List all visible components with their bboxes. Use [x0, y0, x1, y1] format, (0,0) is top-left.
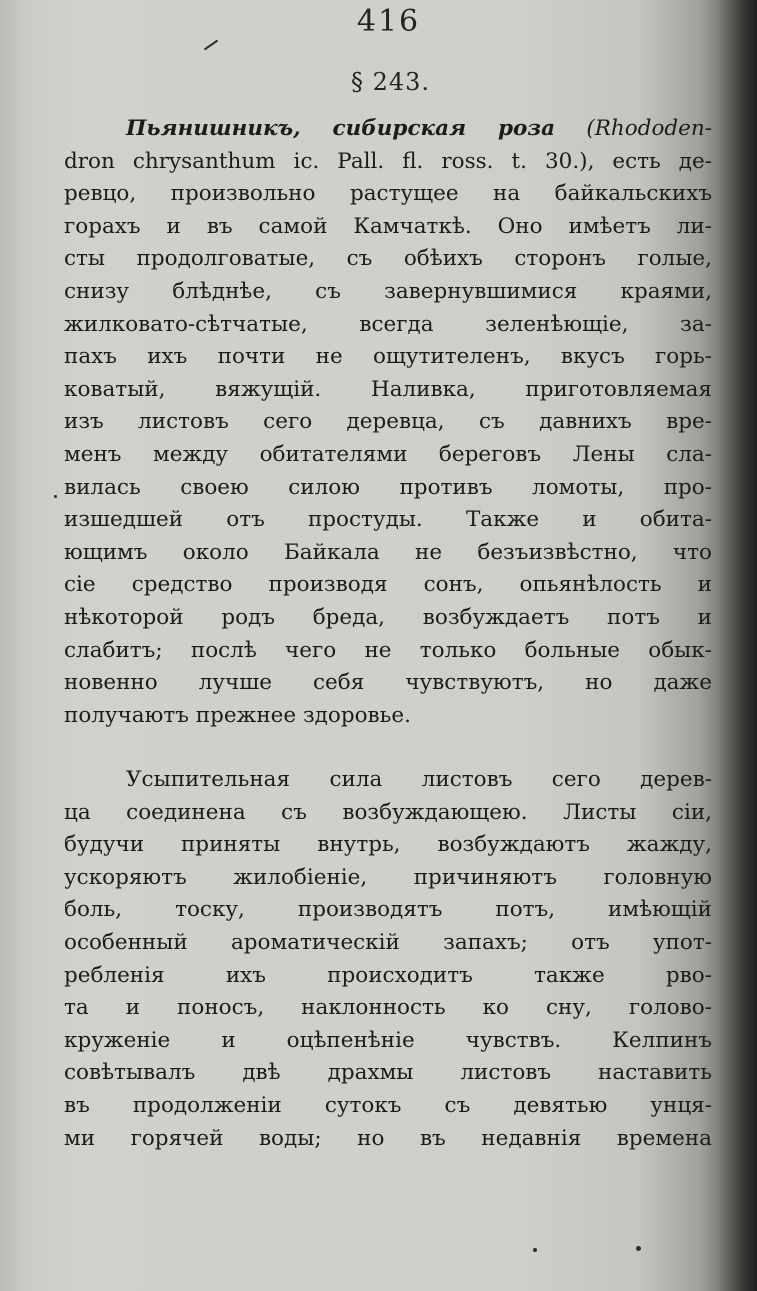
paragraph-1 [64, 113, 712, 732]
text-line: ребленія ихъ происходитъ также рво- [64, 962, 712, 988]
section-heading: § 243. [350, 68, 431, 96]
ink-mark [204, 40, 218, 51]
text-line: сіе средство производя сонъ, опьянѣлость и [64, 572, 712, 598]
text-line: въ продолженіи сутокъ съ девятью унця- [64, 1092, 712, 1118]
text-line: горахъ и въ самой Камчаткѣ. Оно имѣетъ ли- [64, 213, 712, 239]
text-line: коватый, вяжущій. Наливка, приготовляемая [64, 376, 712, 402]
page-number: 416 [356, 4, 421, 39]
text-line: совѣтывалъ двѣ драхмы листовъ наставить [64, 1060, 712, 1086]
text-line [64, 113, 712, 146]
text-line: пахъ ихъ почти не ощутителенъ, вкусъ горь- [64, 344, 712, 370]
text-line: та и поносъ, наклонность ко сну, голово- [64, 995, 712, 1021]
text-line: Усыпительная сила листовъ сего дерев- [126, 767, 712, 792]
text-line: ревцо, произвольно растущее на байкальскихъ [64, 181, 712, 207]
text-line: ца соединена съ возбуждающею. Листы сіи, [64, 799, 712, 825]
text-line: получаютъ прежнее здоровье. [64, 702, 411, 728]
plant-name: Пьянишникъ, сибирская роза [126, 116, 556, 141]
text-line: менъ между обитателями береговъ Лены сла- [64, 441, 712, 467]
text-line: будучи приняты внутрь, возбуждаютъ жажду, [64, 832, 712, 858]
text-line: dron chrysanthum ic. Pall. fl. ross. t. 30.), есть де- [64, 148, 712, 174]
text-line: снизу блѣднѣе, съ завернувшимися краями, [64, 278, 712, 304]
paper-speck [636, 1246, 641, 1251]
text-line: нѣкоторой родъ бреда, возбуждаетъ потъ и [64, 604, 712, 630]
text-line: вилась своею силою противъ ломоты, про- [64, 474, 712, 500]
paper-speck [533, 1248, 537, 1252]
text-line: ускоряютъ жилобіеніе, причиняютъ головную [64, 864, 712, 890]
text-line: особенный ароматическій запахъ; отъ упот- [64, 929, 712, 955]
text-line: слабитъ; послѣ чего не только больные обык- [64, 637, 712, 663]
text-line: ющимъ около Байкала не безъизвѣстно, что [64, 539, 712, 565]
text-line: новенно лучше себя чувствуютъ, но даже [64, 670, 712, 696]
text-line: сты продолговатые, съ обѣихъ сторонъ голые, [64, 246, 712, 272]
text-line: изшедшей отъ простуды. Также и обита- [64, 507, 712, 533]
binding-shadow [717, 0, 757, 1291]
text-line: ми горячей воды; но въ недавнія времена [64, 1125, 712, 1151]
text-line: жилковато-сѣтчатые, всегда зеленѣющіе, за- [64, 311, 712, 337]
text-line: боль, тоску, производятъ потъ, имѣющій [64, 897, 712, 923]
latin-name: (Rhododen- [586, 116, 712, 141]
paragraph-2 [64, 764, 712, 1155]
text-line: круженіе и оцѣпенѣніе чувствъ. Келпинъ [64, 1027, 712, 1053]
text-line: изъ листовъ сего деревца, съ давнихъ вре- [64, 409, 712, 435]
paper-speck [54, 495, 57, 498]
